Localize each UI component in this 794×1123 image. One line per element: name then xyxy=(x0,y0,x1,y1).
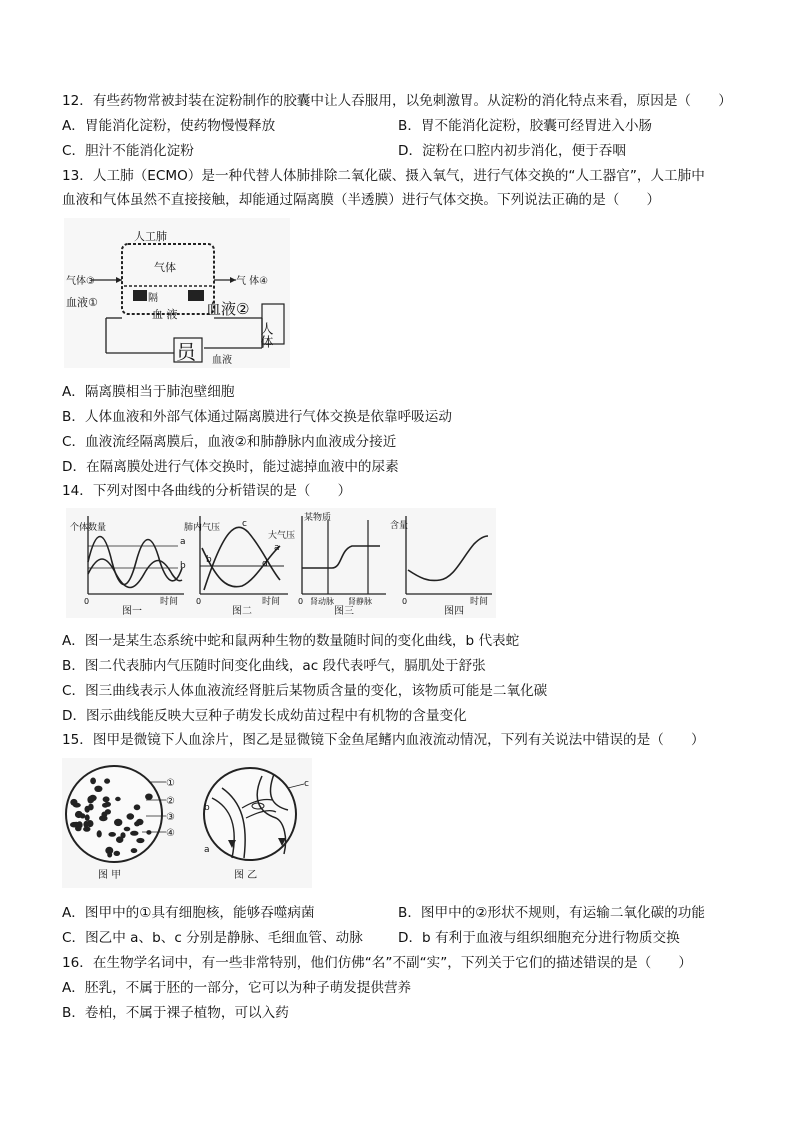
ecmo-body-label: 人体 xyxy=(257,322,273,348)
q15-stem: 15．图甲是微镜下人血涂片，图乙是显微镜下金鱼尾鳍内血液流动情况，下列有关说法中错误的是（ ） xyxy=(62,732,705,748)
graph-2-label-d: d xyxy=(262,559,268,569)
ecmo-blood-out-label: 血液② xyxy=(206,300,250,318)
flow-label-c: c xyxy=(304,779,309,789)
q12-option-b: B．胃不能消化淀粉，胶囊可经胃进入小肠 xyxy=(398,118,653,134)
blood-cell xyxy=(145,794,153,800)
blood-cell xyxy=(131,848,138,853)
fig-jia-caption: 图 甲 xyxy=(98,870,122,881)
ecmo-gas-in-label: 气体③ xyxy=(66,276,95,287)
q14-stem: 14．下列对图中各曲线的分析错误的是（ ） xyxy=(62,483,352,499)
graph-2-label-b: b xyxy=(206,555,212,565)
blood-cell xyxy=(102,803,108,808)
smear-label-2: ② xyxy=(166,796,175,807)
q13-stem-line2: 血液和气体虽然不直接接触，却能通过隔离膜（半透膜）进行气体交换。下列说法正确的是（ ） xyxy=(62,192,661,208)
blood-cell xyxy=(87,820,94,827)
graph-4-caption: 图四 xyxy=(444,606,464,617)
blood-cell xyxy=(70,799,77,806)
graph-2-xlabel: 时间 xyxy=(262,597,281,607)
blood-cell xyxy=(115,797,121,801)
q14-option-a: A．图一是某生态系统中蛇和鼠两种生物的数量随时间的变化曲线，b 代表蛇 xyxy=(62,633,520,649)
q12-option-a: A．胃能消化淀粉，使药物慢慢释放 xyxy=(62,118,276,134)
blood-cell xyxy=(85,814,90,821)
graph-3-xlabel-artery: 肾动脉 xyxy=(310,597,334,606)
q14-graphs xyxy=(66,508,496,618)
q13-option-d: D．在隔离膜处进行气体交换时，能过滤掉血液中的尿素 xyxy=(62,459,399,475)
blood-cell xyxy=(104,778,110,783)
blood-cell xyxy=(90,778,96,785)
q13-option-b: B．人体血液和外部气体通过隔离膜进行气体交换是依靠呼吸运动 xyxy=(62,409,452,425)
smear-label-1: ① xyxy=(166,778,175,789)
blood-cell xyxy=(127,813,135,819)
q12-option-c: C．胆汁不能消化淀粉 xyxy=(62,143,194,159)
q15-option-a: A．图甲中的①具有细胞核，能够吞噬病菌 xyxy=(62,905,315,921)
blood-cell xyxy=(94,786,102,792)
ecmo-blood-in-label: 血液① xyxy=(66,296,98,309)
q13-option-c: C．血液流经隔离膜后，血液②和肺静脉内血液成分接近 xyxy=(62,434,397,450)
ecmo-return-blood-label: 血液 xyxy=(212,355,232,366)
blood-cell xyxy=(115,819,120,823)
blood-cell xyxy=(136,838,144,843)
q14-option-d: D．图示曲线能反映大豆种子萌发长成幼苗过程中有机物的含量变化 xyxy=(62,708,467,724)
q15-option-d: D．b 有利于血液与组织细胞充分进行物质交换 xyxy=(398,930,680,946)
q16-stem: 16．在生物学名词中，有一些非常特别，他们仿佛“名”不副“实”，下列关于它们的描述错误的是（ ） xyxy=(62,955,692,971)
blood-cell xyxy=(99,815,108,821)
q12-stem: 12．有些药物常被封装在淀粉制作的胶囊中让人吞服用，以免刺激胃。从淀粉的消化特点来看，原因是（ ） xyxy=(62,93,732,109)
blood-cell xyxy=(124,827,131,832)
blood-cell xyxy=(130,831,138,836)
graph-3-ylabel: 某物质 xyxy=(304,513,332,523)
q13-option-a: A．隔离膜相当于肺泡壁细胞 xyxy=(62,384,235,400)
graph-1-caption: 图一 xyxy=(122,606,142,617)
smear-label-4: ④ xyxy=(166,828,175,839)
graph-1-label-b: b xyxy=(180,561,186,571)
blood-cell xyxy=(83,827,90,832)
graph-2-label-c: c xyxy=(242,519,247,529)
blood-cell xyxy=(103,796,110,802)
q15-option-b: B．图甲中的②形状不规则，有运输二氧化碳的功能 xyxy=(398,905,705,921)
q14-option-b: B．图二代表肺内气压随时间变化曲线，ac 段代表呼气，膈肌处于舒张 xyxy=(62,658,486,674)
fig-yi-caption: 图 乙 xyxy=(234,870,258,881)
blood-cell xyxy=(107,852,112,857)
blood-cell xyxy=(120,832,125,838)
graph-2-origin: 0 xyxy=(196,597,202,606)
q12-option-d: D．淀粉在口腔内初步消化，便于吞咽 xyxy=(398,143,626,159)
flow-label-b: b xyxy=(204,803,210,813)
graph-1-label-a: a xyxy=(180,537,186,547)
graph-1-ylabel: 个体数量 xyxy=(70,523,107,533)
ecmo-blood-label: 血 液 xyxy=(152,308,178,321)
blood-cell xyxy=(87,796,92,803)
blood-cell xyxy=(114,851,121,856)
q13-stem-line1: 13．人工肺（ECMO）是一种代替人体肺排除二氧化碳、摄入氧气，进行气体交换的“人工器官”，人工肺中 xyxy=(62,168,705,184)
ecmo-gas-label: 气体 xyxy=(154,261,176,274)
blood-cell xyxy=(85,806,90,813)
ecmo-title: 人工肺 xyxy=(134,230,167,243)
q14-option-c: C．图三曲线表示人体血液流经肾脏后某物质含量的变化，该物质可能是二氧化碳 xyxy=(62,683,548,699)
q16-option-a: A．胚乳，不属于胚的一部分，它可以为种子萌发提供营养 xyxy=(62,980,412,996)
graph-3-xlabel-vein: 肾静脉 xyxy=(348,597,372,606)
ecmo-diagram xyxy=(64,218,290,368)
graph-4-origin: 0 xyxy=(402,597,408,606)
graph-2-label-a: a xyxy=(274,543,280,553)
blood-cell xyxy=(70,822,78,828)
graph-3-origin: 0 xyxy=(298,597,304,606)
graph-1-origin: 0 xyxy=(84,597,90,606)
q15-figures xyxy=(62,758,312,888)
graph-3-caption: 图三 xyxy=(334,606,354,617)
q15-option-c: C．图乙中 a、b、c 分别是静脉、毛细血管、动脉 xyxy=(62,930,363,946)
flow-label-a: a xyxy=(204,845,210,855)
graph-2-caption: 图二 xyxy=(232,606,252,617)
graph-2-atm-label: 大气压 xyxy=(268,531,296,541)
blood-cell xyxy=(97,830,102,837)
ecmo-membrane-label: 隔 xyxy=(148,293,158,304)
blood-cell xyxy=(134,821,140,826)
ecmo-gas-out-label: 气 体④ xyxy=(236,276,269,287)
blood-cell xyxy=(75,811,83,818)
graph-2-ylabel: 肺内气压 xyxy=(184,523,221,533)
graph-4-ylabel: 含量 xyxy=(390,521,409,531)
graph-1-xlabel: 时间 xyxy=(160,597,179,607)
ecmo-pump-label: 员 xyxy=(176,340,196,364)
smear-label-3: ③ xyxy=(166,812,175,823)
q16-option-b: B．卷柏，不属于裸子植物，可以入药 xyxy=(62,1005,289,1021)
graph-4-xlabel: 时间 xyxy=(470,597,489,607)
blood-cell xyxy=(108,832,116,837)
blood-cell xyxy=(134,804,141,810)
blood-cell xyxy=(146,830,151,835)
